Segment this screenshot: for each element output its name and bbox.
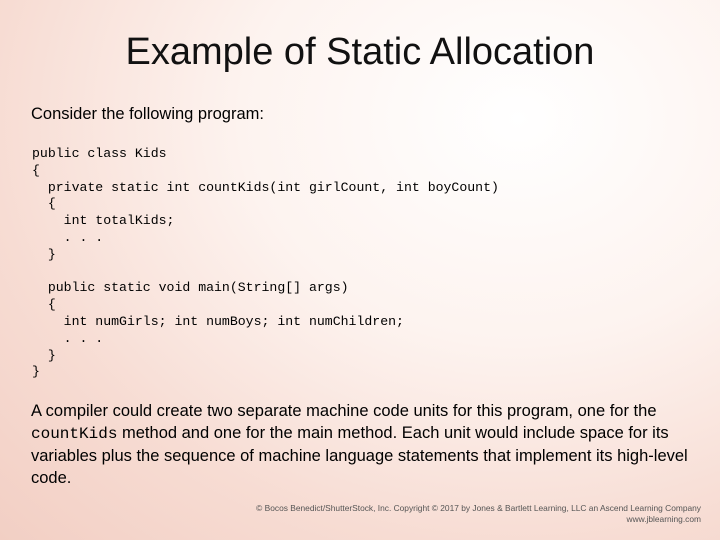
code-line xyxy=(32,264,499,281)
publisher-url: www.jblearning.com xyxy=(626,514,701,524)
code-line: public static void main(String[] args) xyxy=(32,280,349,296)
description-code-term: countKids xyxy=(31,425,118,443)
code-line: { xyxy=(32,297,56,313)
code-block xyxy=(32,146,499,381)
code-line: } xyxy=(32,246,56,262)
code-line: } xyxy=(32,347,56,363)
code-line: private static int countKids(int girlCount, int boyCount) xyxy=(32,179,499,195)
description-paragraph xyxy=(31,400,691,489)
code-line: . . . xyxy=(32,229,104,245)
slide-title: Example of Static Allocation xyxy=(125,31,595,73)
code-line: int numGirls; int numBoys; int numChildren; xyxy=(32,313,404,329)
code-line: int totalKids; xyxy=(32,213,175,229)
description-text-before: A compiler could create two separate machine code units for this program, one for the xyxy=(31,402,657,420)
code-line: . . . xyxy=(32,330,104,346)
description-text-after: method and one for the main method. Each unit would include space for its variables plus the sequence of machine language statements that implement its high-level code. xyxy=(31,424,688,487)
code-line: { xyxy=(32,162,40,178)
code-line: public class Kids xyxy=(32,146,167,161)
code-line: { xyxy=(32,196,56,212)
code-line: } xyxy=(32,364,40,380)
copyright-text: © Bocos Benedict/ShutterStock, Inc. Copyright © 2017 by Jones & Bartlett Learning, LLC an Ascend Learning Company xyxy=(256,503,701,513)
copyright-footer xyxy=(256,503,701,525)
intro-text: Consider the following program: xyxy=(31,105,264,123)
